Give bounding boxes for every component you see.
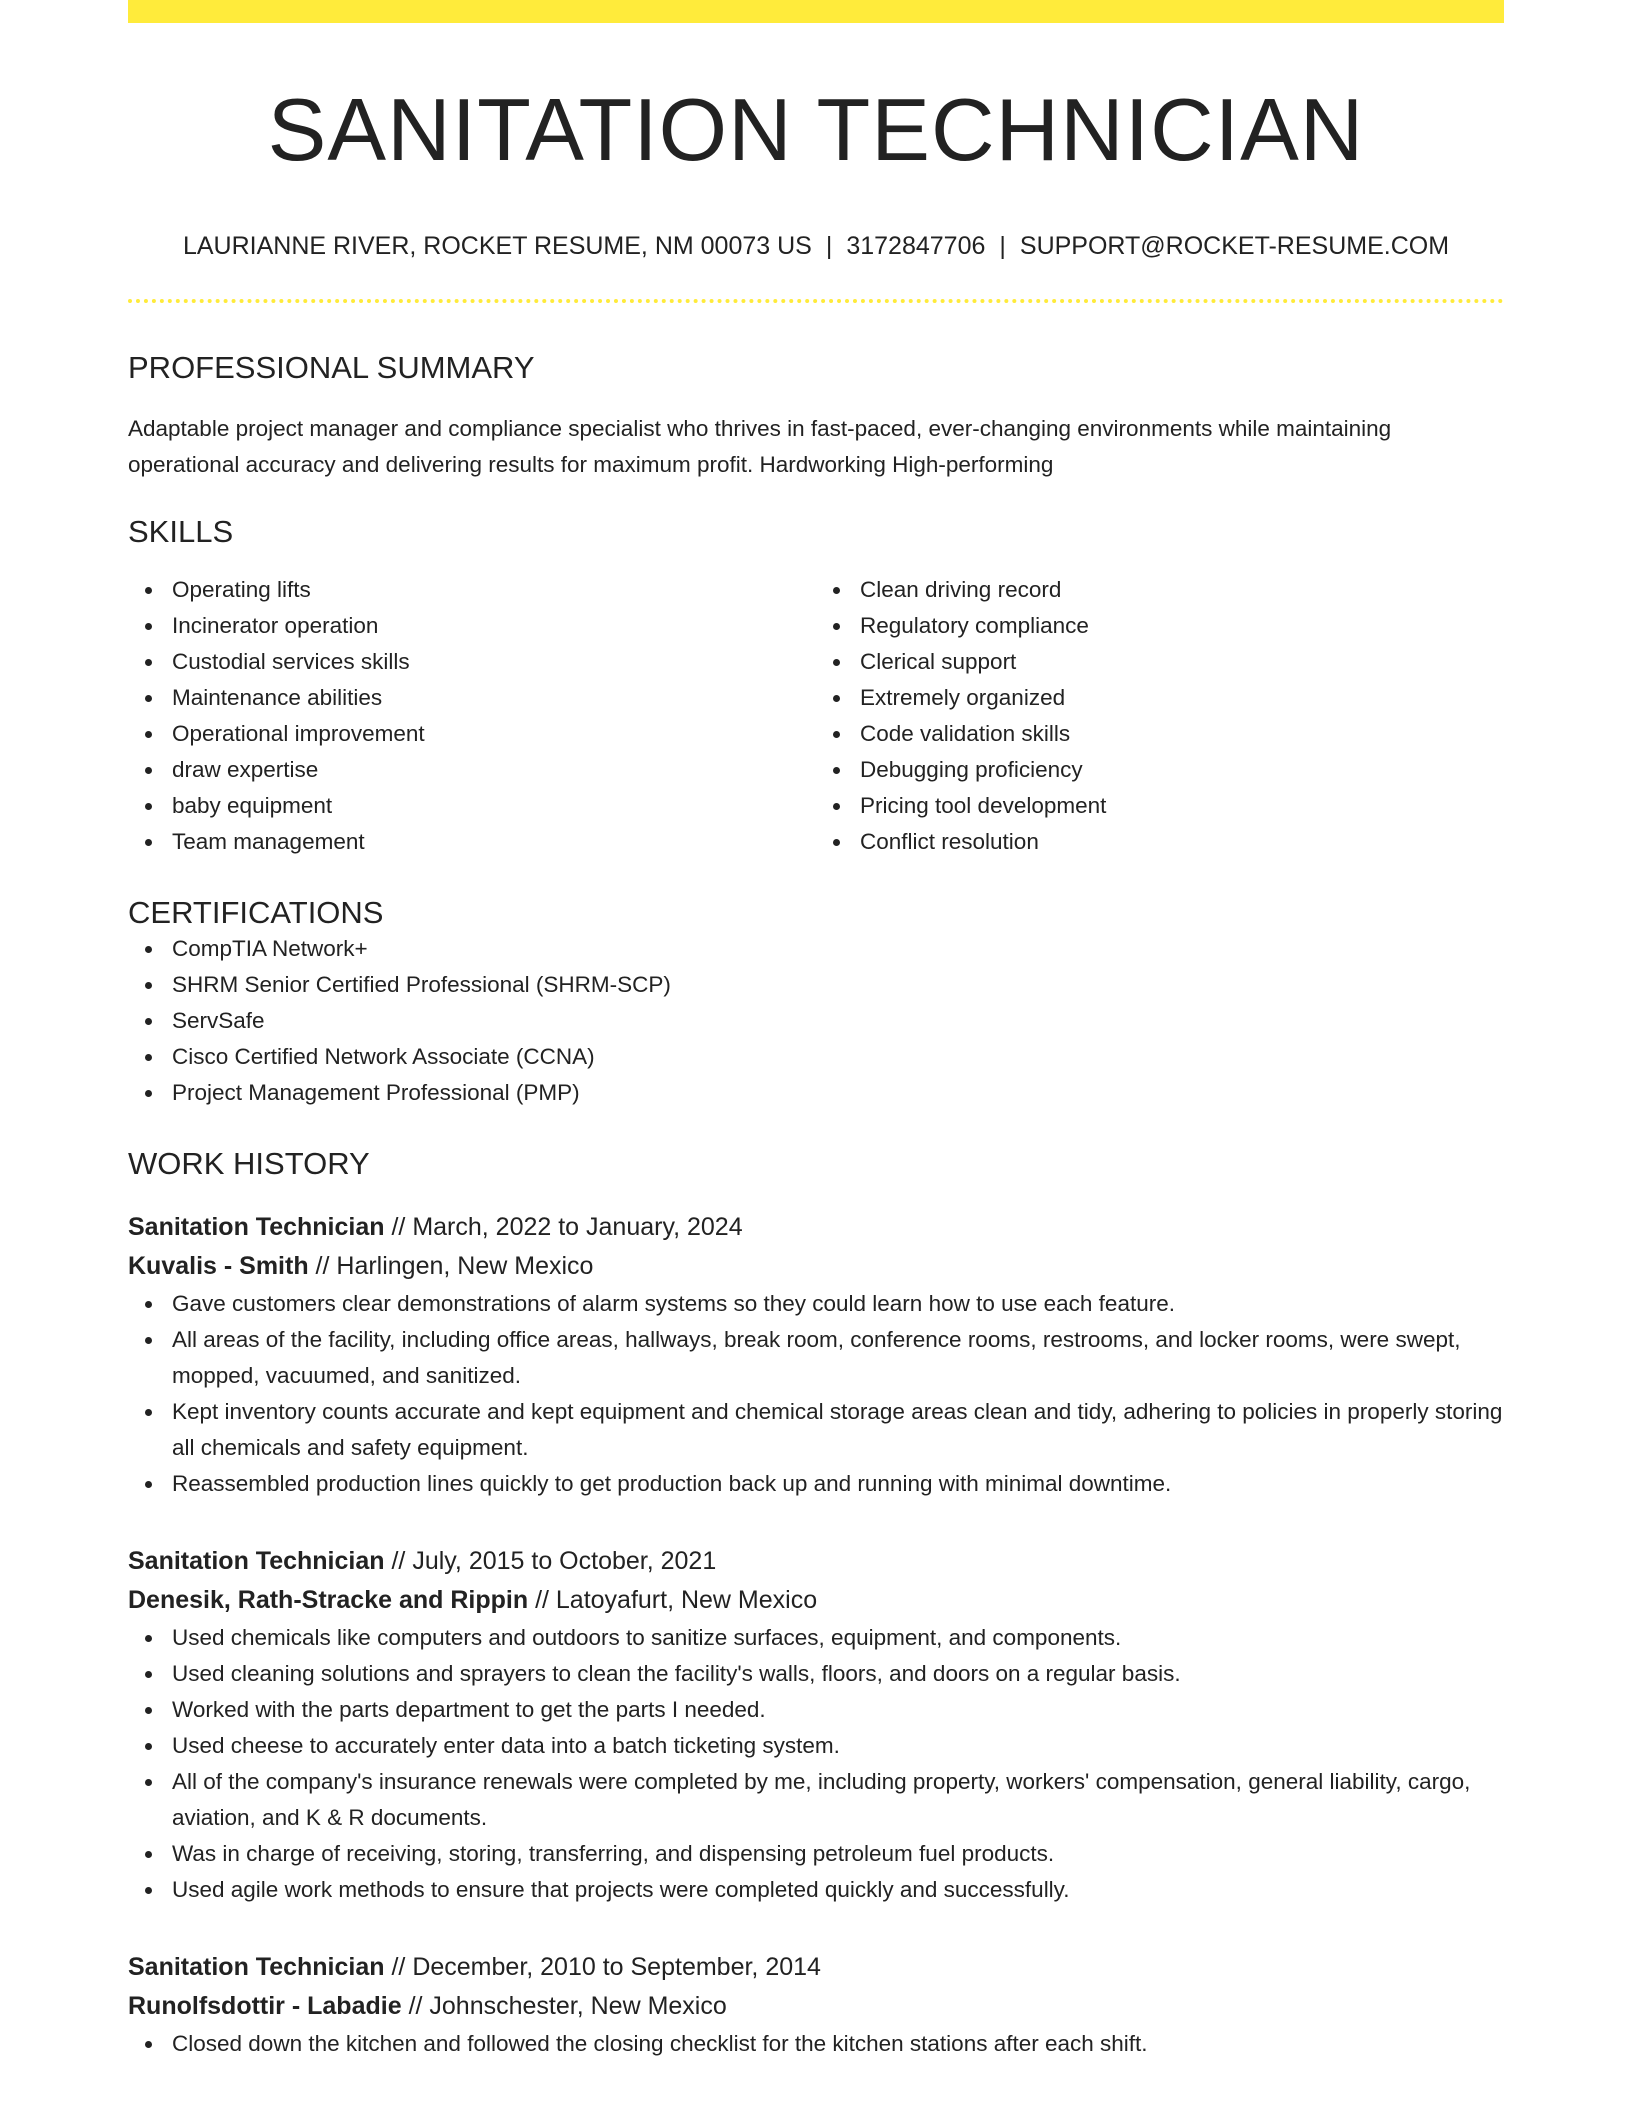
skill-item: Code validation skills [816,716,1504,752]
certifications-list [128,931,1504,1111]
certification-item: Project Management Professional (PMP) [128,1075,1504,1111]
job-duty-item: Used cheese to accurately enter data into a batch ticketing system. [128,1728,1504,1764]
skill-item: Operational improvement [128,716,816,752]
skill-item: Operating lifts [128,572,816,608]
job-entry [128,1208,1504,1502]
skill-item: draw expertise [128,752,816,788]
job-duty-item: Kept inventory counts accurate and kept equipment and chemical storage areas clean and tidy, adhering to policies in properly storing all chemicals and safety equipment. [128,1394,1504,1466]
job-dates: // July, 2015 to October, 2021 [391,1547,717,1576]
job-location: // Harlingen, New Mexico [315,1252,594,1281]
accent-top-bar [128,0,1504,23]
certification-item: ServSafe [128,1003,1504,1039]
work-history-section [128,1145,1504,2062]
skill-item: Debugging proficiency [816,752,1504,788]
job-duty-item: All areas of the facility, including office areas, hallways, break room, conference rooms, restrooms, and locker rooms, were swept, mopped, vacuumed, and sanitized. [128,1322,1504,1394]
job-duty-item: Used chemicals like computers and outdoors to sanitize surfaces, equipment, and components. [128,1620,1504,1656]
contact-address: LAURIANNE RIVER, ROCKET RESUME, NM 00073 US [182,232,812,261]
job-duty-item: Closed down the kitchen and followed the closing checklist for the kitchen stations after each shift. [128,2026,1504,2062]
job-duties-list [128,2026,1504,2062]
job-company: Runolfsdottir - Labadie [128,1992,402,2021]
job-entry [128,1542,1504,1908]
skill-item: Conflict resolution [816,824,1504,860]
certification-item: SHRM Senior Certified Professional (SHRM-SCP) [128,967,1504,1003]
job-title-line [128,1948,1504,1987]
resume-page [128,0,1504,2062]
job-company-line [128,1581,1504,1620]
job-duty-item: Was in charge of receiving, storing, transferring, and dispensing petroleum fuel products. [128,1836,1504,1872]
dotted-divider [128,299,1504,303]
certifications-heading: CERTIFICATIONS [128,895,384,931]
contact-separator: | [825,232,833,261]
skills-section [128,513,1504,860]
contact-email: SUPPORT@ROCKET-RESUME.COM [1019,232,1450,261]
skill-item: Clerical support [816,644,1504,680]
skill-item: Pricing tool development [816,788,1504,824]
work-history-heading: WORK HISTORY [128,1146,370,1182]
skill-item: Incinerator operation [128,608,816,644]
job-company-line [128,1247,1504,1286]
skills-grid [128,572,1504,860]
contact-line [128,230,1504,263]
certifications-section [128,894,1504,1111]
certification-item: Cisco Certified Network Associate (CCNA) [128,1039,1504,1075]
resume-title: SANITATION TECHNICIAN [267,80,1365,179]
job-company: Denesik, Rath-Stracke and Rippin [128,1586,529,1615]
job-title: Sanitation Technician [128,1953,385,1982]
job-title: Sanitation Technician [128,1547,385,1576]
skill-item: Team management [128,824,816,860]
job-duties-list [128,1286,1504,1502]
skills-column-left [128,572,816,860]
skill-item: Extremely organized [816,680,1504,716]
contact-phone: 3172847706 [846,232,986,261]
summary-section [128,349,1504,483]
job-duty-item: All of the company's insurance renewals were completed by me, including property, workers' compensation, general liability, cargo, aviation, and K & R documents. [128,1764,1504,1836]
job-title-line [128,1542,1504,1581]
job-dates: // December, 2010 to September, 2014 [391,1953,821,1982]
summary-text: Adaptable project manager and compliance specialist who thrives in fast-paced, ever-changing environments while maintaining operational accuracy and delivering results for maximum profit. Hardworking High-performing [128,415,1392,477]
skills-list-left [128,572,816,860]
skill-item: Clean driving record [816,572,1504,608]
contact-separator: | [999,232,1006,261]
skills-column-right [816,572,1504,860]
job-location: // Johnschester, New Mexico [408,1992,727,2021]
job-duty-item: Gave customers clear demonstrations of alarm systems so they could learn how to use each feature. [128,1286,1504,1322]
job-duties-list [128,1620,1504,1908]
job-duty-item: Worked with the parts department to get the parts I needed. [128,1692,1504,1728]
job-location: // Latoyafurt, New Mexico [535,1586,818,1615]
job-duty-item: Reassembled production lines quickly to get production back up and running with minimal downtime. [128,1466,1504,1502]
skills-heading: SKILLS [128,513,234,549]
skill-item: Custodial services skills [128,644,816,680]
job-duty-item: Used agile work methods to ensure that projects were completed quickly and successfully. [128,1872,1504,1908]
summary-heading: PROFESSIONAL SUMMARY [128,349,535,385]
job-dates: // March, 2022 to January, 2024 [391,1213,743,1242]
job-company-line [128,1987,1504,2026]
skills-list-right [816,572,1504,860]
job-company: Kuvalis - Smith [128,1252,309,1281]
certification-item: CompTIA Network+ [128,931,1504,967]
job-title: Sanitation Technician [128,1213,385,1242]
job-entry [128,1948,1504,2062]
skill-item: Regulatory compliance [816,608,1504,644]
job-title-line [128,1208,1504,1247]
job-duty-item: Used cleaning solutions and sprayers to clean the facility's walls, floors, and doors on a regular basis. [128,1656,1504,1692]
skill-item: baby equipment [128,788,816,824]
skill-item: Maintenance abilities [128,680,816,716]
